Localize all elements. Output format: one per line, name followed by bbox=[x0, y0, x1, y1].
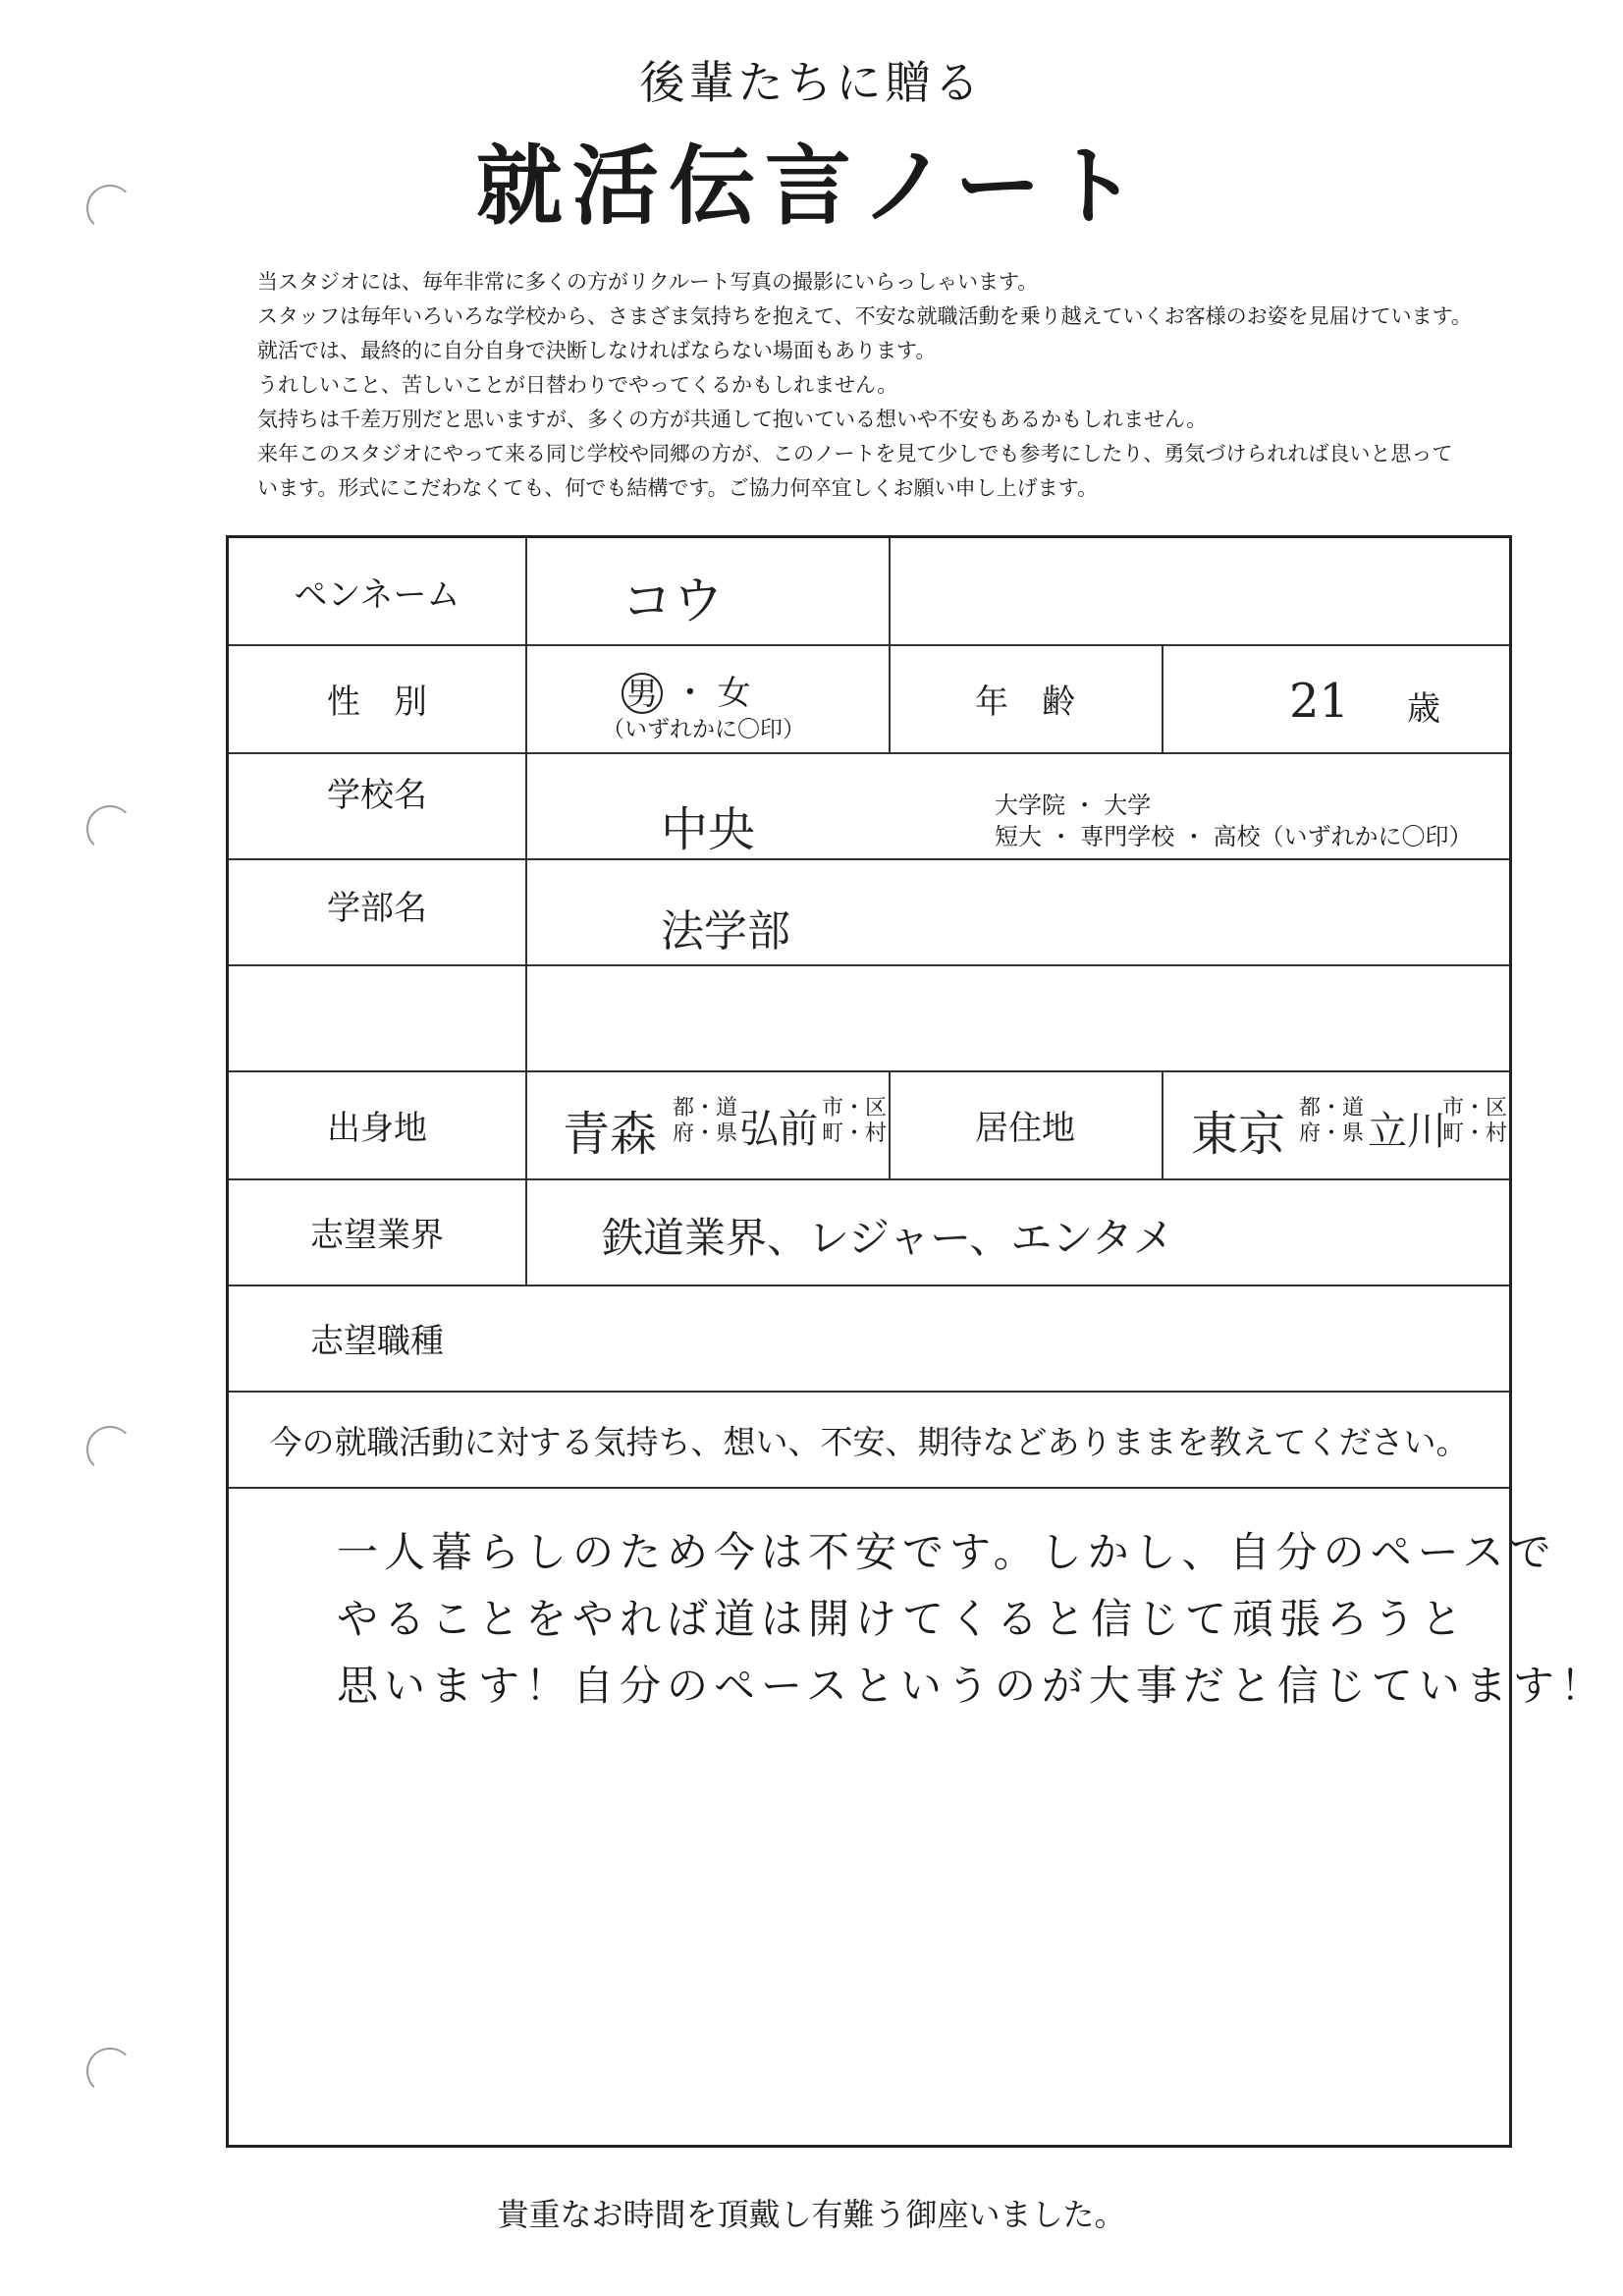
gender-female: 女 bbox=[717, 674, 751, 713]
industry-label: 志望業界 bbox=[310, 1215, 444, 1255]
column-divider bbox=[1162, 1070, 1163, 1178]
column-divider bbox=[1162, 644, 1163, 752]
binder-hole-3 bbox=[86, 1426, 134, 1473]
gender-note: （いずれかに〇印） bbox=[602, 717, 805, 742]
industry-value: 鉄道業界、レジャー、エンタメ bbox=[602, 1214, 1174, 1262]
page-subtitle: 後輩たちに贈る bbox=[639, 56, 984, 109]
city-unit-bottom: 町・村 bbox=[822, 1121, 888, 1146]
school-value: 中央 bbox=[661, 802, 756, 857]
form-box bbox=[226, 535, 1607, 2148]
feelings-prompt: 今の就職活動に対する気持ち、想い、不安、期待などありままを教えてください。 bbox=[269, 1422, 1469, 1461]
job-label: 志望職種 bbox=[310, 1321, 444, 1361]
intro-line: います。形式にこだわなくても、何でも結構です。ご協力何卒宜しくお願い申し上げます。 bbox=[257, 476, 1098, 500]
school-label: 学校名 bbox=[327, 775, 427, 815]
intro-line: 来年このスタジオにやって来る同じ学校や同郷の方が、このノートを見て少しでも参考にしたり、勇気づけられれば良いと思って bbox=[257, 442, 1453, 465]
intro-line: 就活では、最終的に自分自身で決断しなければならない場面もあります。 bbox=[257, 339, 937, 362]
age-label: 年 齢 bbox=[975, 682, 1075, 722]
city-unit-top: 市・区 bbox=[822, 1096, 888, 1121]
pref-unit-bottom: 府・県 bbox=[1299, 1121, 1365, 1146]
intro-line: 気持ちは千差万別だと思いますが、多くの方が共通して抱いている想いや不安もあるかもしれません。 bbox=[257, 408, 1208, 431]
gender-options bbox=[622, 666, 751, 714]
school-options-line2: 短大 ・ 専門学校 ・ 高校（いずれかに〇印） bbox=[995, 823, 1473, 850]
city-unit-top: 市・区 bbox=[1442, 1096, 1508, 1121]
answer-line: 一人暮らしのため今は不安です。しかし、自分のペースで bbox=[337, 1528, 1557, 1576]
gender-separator: ・ bbox=[673, 674, 707, 713]
page-title: 就活伝言ノート bbox=[475, 136, 1148, 237]
row-divider bbox=[229, 964, 1509, 966]
gender-label: 性 別 bbox=[327, 682, 427, 722]
residence-pref-unit bbox=[1299, 1096, 1364, 1147]
pref-unit-bottom: 府・県 bbox=[673, 1121, 738, 1146]
residence-pref-value: 東京 bbox=[1191, 1107, 1286, 1162]
hometown-pref-value: 青森 bbox=[563, 1107, 658, 1162]
residence-city-value: 立川 bbox=[1368, 1109, 1446, 1154]
intro-line: スタッフは毎年いろいろな学校から、さまざま気持ちを抱えて、不安な就職活動を乗り越えていくお客様のお姿を見届けています。 bbox=[257, 304, 1472, 328]
hometown-row-label: 出身地 bbox=[327, 1108, 427, 1148]
label-column-divider bbox=[525, 538, 527, 1285]
footer-thanks: 貴重なお時間を頂戴し有難う御座いました。 bbox=[497, 2196, 1126, 2233]
faculty-label: 学部名 bbox=[327, 888, 427, 928]
gender-circle-mark bbox=[622, 673, 663, 714]
hometown-city-unit bbox=[822, 1096, 887, 1147]
residence-city-unit bbox=[1442, 1096, 1507, 1147]
faculty-value: 法学部 bbox=[661, 906, 790, 957]
answer-line: 思います！自分のペースというのが大事だと信じています！ bbox=[337, 1662, 1607, 1710]
hometown-pref-unit bbox=[673, 1096, 737, 1147]
intro-line: 当スタジオには、毎年非常に多くの方がリクルート写真の撮影にいらっしゃいます。 bbox=[257, 270, 1039, 294]
gender-male: 男 bbox=[625, 675, 658, 712]
binder-hole-4 bbox=[86, 2048, 134, 2095]
age-value: 21 bbox=[1289, 674, 1350, 729]
intro-line: うれしいこと、苦しいことが日替わりでやってくるかもしれません。 bbox=[257, 373, 898, 397]
age-unit: 歳 bbox=[1407, 689, 1440, 729]
city-unit-bottom: 町・村 bbox=[1442, 1121, 1508, 1146]
pen-name-value: コウ bbox=[622, 573, 725, 631]
school-options-line1: 大学院 ・ 大学 bbox=[995, 792, 1152, 819]
pref-unit-top: 都・道 bbox=[1299, 1096, 1365, 1121]
residence-label: 居住地 bbox=[975, 1108, 1075, 1148]
pref-unit-top: 都・道 bbox=[673, 1096, 738, 1121]
binder-hole-2 bbox=[86, 805, 134, 852]
pen-name-label: ペンネーム bbox=[294, 574, 460, 615]
answer-line: やることをやれば道は開けてくると信じて頑張ろうと bbox=[337, 1595, 1469, 1643]
prompt-divider bbox=[229, 1487, 1509, 1489]
hometown-city-value: 弘前 bbox=[739, 1107, 818, 1152]
intro-text bbox=[257, 265, 1602, 506]
